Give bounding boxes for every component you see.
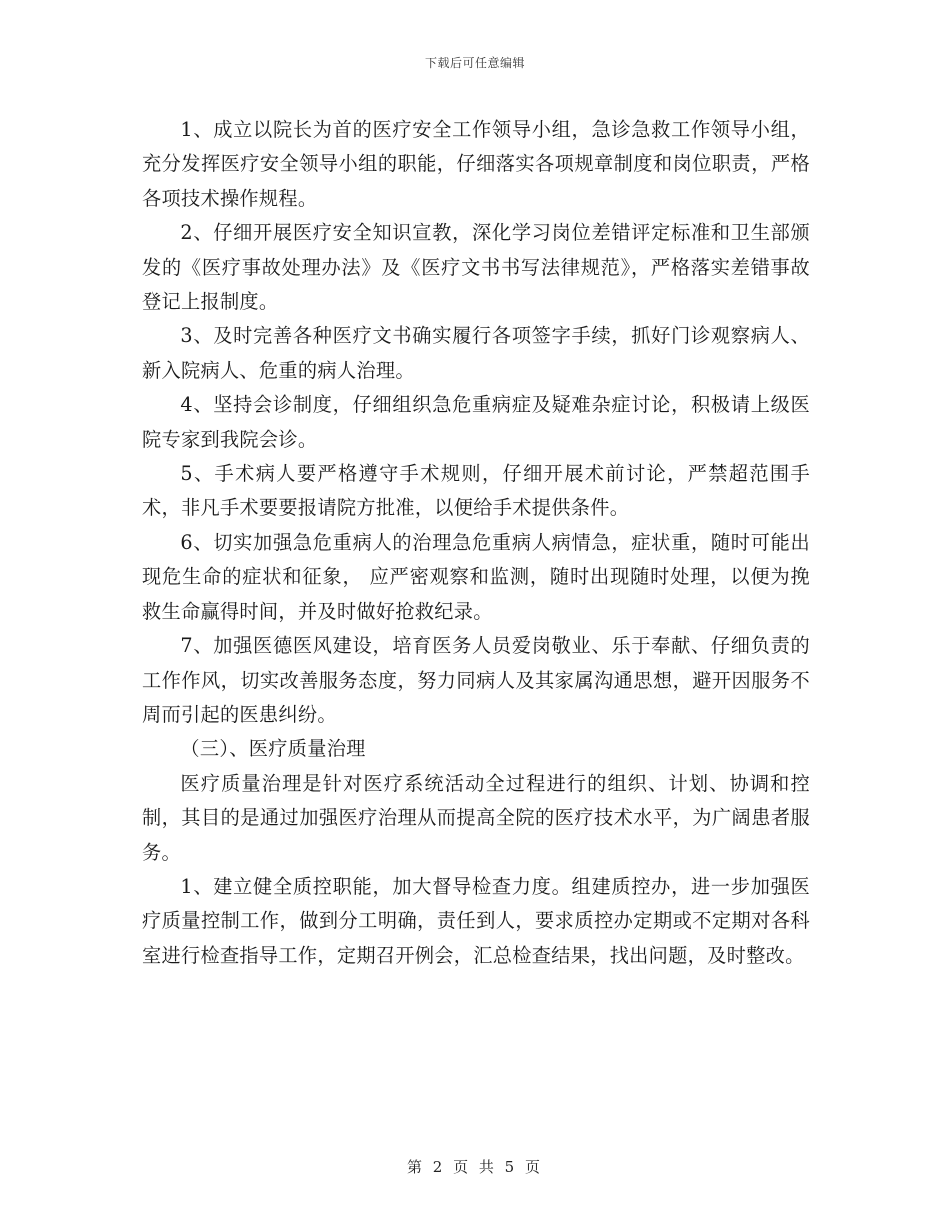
paragraph-item-5: 5、手术病人要严格遵守手术规则，仔细开展术前讨论，严禁超范围手术，非凡手术要要报请院方批准，以便给手术提供条件。 [142, 462, 810, 520]
section-heading: （三）、医疗质量治理 [180, 737, 366, 761]
paragraph-item-3: 3、及时完善各种医疗文书确实履行各项签字手续，抓好门诊观察病人、新入院病人、危重的病人治理。 [142, 324, 810, 382]
paragraph-item-1: 1、成立以院长为首的医疗安全工作领导小组，急诊急救工作领导小组，充分发挥医疗安全领导小组的职能，仔细落实各项规章制度和岗位职责，严格各项技术操作规程。 [142, 118, 810, 210]
page-number-footer: 第 2 页 共 5 页 [407, 1158, 543, 1176]
document-body [142, 113, 810, 973]
paragraph-item-6: 6、切实加强急危重病人的治理急危重病人病情急，症状重，随时可能出现危生命的症状和征象， 应严密观察和监测，随时出现随时处理，以便为挽救生命赢得时间，并及时做好抢救纪录。 [142, 530, 810, 623]
paragraph-item-4: 4、坚持会诊制度，仔细组织急危重病症及疑难杂症讨论，积极请上级医院专家到我院会诊。 [142, 393, 810, 451]
page-header: 下载后可任意编辑 [424, 56, 525, 70]
section-intro-paragraph: 医疗质量治理是针对医疗系统活动全过程进行的组织、计划、协调和控制，其目的是通过加强医疗治理从而提高全院的医疗技术水平，为广阔患者服务。 [142, 771, 810, 864]
section-paragraph-item-1: 1、建立健全质控职能，加大督导检查力度。组建质控办，进一步加强医疗质量控制工作，做到分工明确，责任到人，要求质控办定期或不定期对各科室进行检查指导工作，定期召开例会，汇总检查结果，找出问题，及时整改。 [142, 874, 810, 967]
paragraph-item-7: 7、加强医德医风建设，培育医务人员爱岗敬业、乐于奉献、仔细负责的工作作风，切实改善服务态度，努力同病人及其家属沟通思想，避开因服务不周而引起的医患纠纷。 [142, 634, 810, 726]
paragraph-item-2: 2、仔细开展医疗安全知识宣教，深化学习岗位差错评定标准和卫生部颁发的《医疗事故处理办法》及《医疗文书书写法律规范》，严格落实差错事故登记上报制度。 [142, 221, 810, 314]
